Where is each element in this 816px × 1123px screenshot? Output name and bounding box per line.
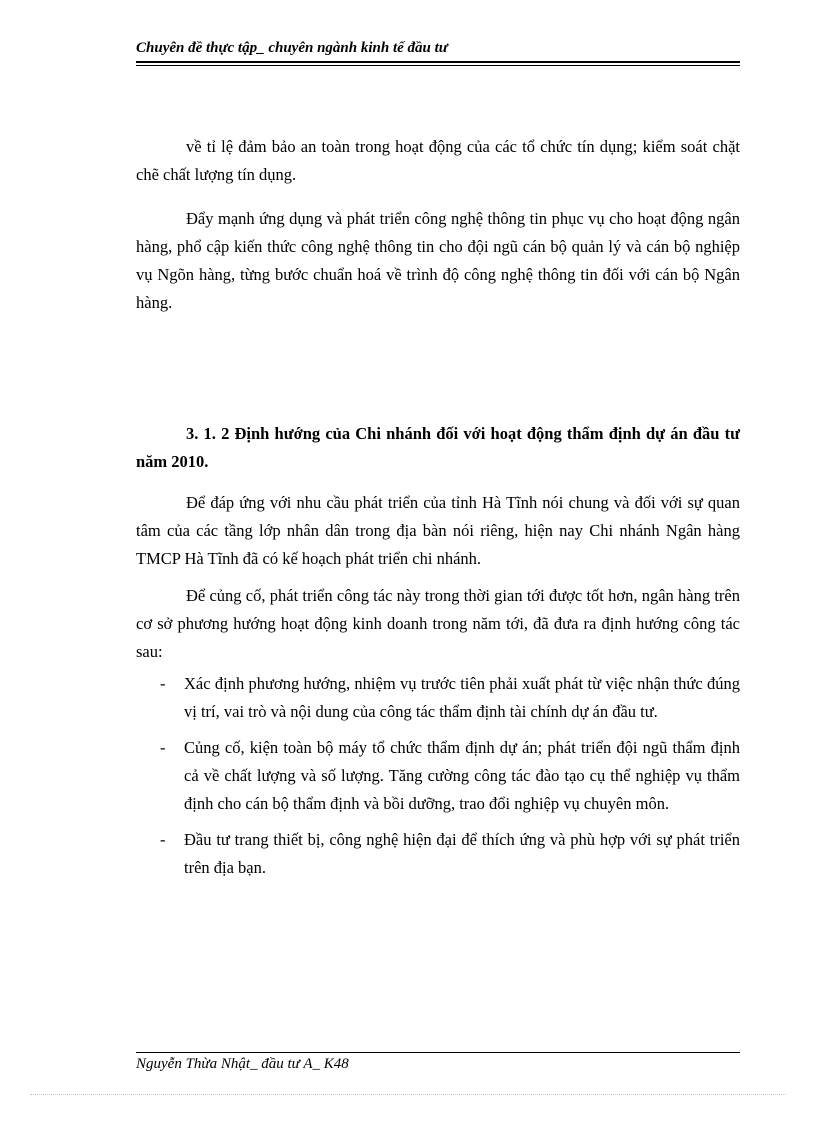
paragraph-4 [136, 582, 740, 666]
paragraph-2 [136, 205, 740, 317]
paragraph-1 [136, 133, 740, 189]
list-item-text: Đầu tư trang thiết bị, công nghệ hiện đại để thích ứng và phù hợp với sự phát triển trên địa bạn. [184, 830, 740, 877]
list-item [136, 826, 740, 882]
bullet-list [136, 670, 740, 890]
list-item-text: Củng cố, kiện toàn bộ máy tổ chức thẩm định dự án; phát triển đội ngũ thẩm định cả về chất lượng và số lượng. Tăng cường công tác đào tạo cụ thể nghiệp vụ thẩm định cho cán bộ thẩm định và bồi dưỡng, trao đổi nghiệp vụ chuyên môn. [184, 738, 740, 813]
section-heading [136, 420, 740, 476]
paragraph-3 [136, 489, 740, 573]
paragraph-1-text: về tỉ lệ đảm bảo an toàn trong hoạt động của các tổ chức tín dụng; kiểm soát chặt chẽ chất lượng tín dụng. [136, 137, 740, 184]
header-rule-thick [136, 61, 740, 63]
paragraph-2-text: Đẩy mạnh ứng dụng và phát triển công nghệ thông tin phục vụ cho hoạt động ngân hàng, phổ cập kiến thức công nghệ thông tin cho đội ngũ cán bộ quản lý và cán bộ nghiệp vụ Ngõn hàng, từng bước chuẩn hoá về trình độ công nghệ thông tin đối với cán bộ Ngân hàng. [136, 209, 740, 312]
header-rule-thin [136, 65, 740, 66]
paragraph-4-text: Để củng cố, phát triển công tác này trong thời gian tới được tốt hơn, ngân hàng trên cơ sở phương hướng hoạt động kinh doanh trong năm tới, đã đưa ra định hướng công tác sau: [136, 586, 740, 661]
page-footer-author: Nguyễn Thừa Nhật_ đầu tư A_ K48 [136, 1056, 349, 1072]
list-item [136, 734, 740, 818]
bullet-marker: - [160, 830, 166, 849]
list-item-text: Xác định phương hướng, nhiệm vụ trước tiên phải xuất phát từ việc nhận thức đúng vị trí, vai trò và nội dung của công tác thẩm định tài chính dự án đầu tư. [184, 674, 740, 721]
footer-rule [136, 1052, 740, 1053]
paragraph-3-text: Để đáp ứng với nhu cầu phát triển của tỉnh Hà Tĩnh nói chung và đối với sự quan tâm của các tầng lớp nhân dân trong địa bàn nói riêng, hiện nay Chi nhánh Ngân hàng TMCP Hà Tĩnh đã có kế hoạch phát triển chi nhánh. [136, 493, 740, 568]
bullet-marker: - [160, 674, 166, 693]
section-heading-text: 3. 1. 2 Định hướng của Chi nhánh đối với hoạt động thẩm định dự án đầu tư năm 2010. [136, 424, 740, 471]
bullet-marker: - [160, 738, 166, 757]
page-header-title: Chuyên đề thực tập_ chuyên ngành kinh tế đầu tư [136, 40, 448, 56]
page-bottom-dotted-border [30, 1094, 786, 1095]
list-item [136, 670, 740, 726]
